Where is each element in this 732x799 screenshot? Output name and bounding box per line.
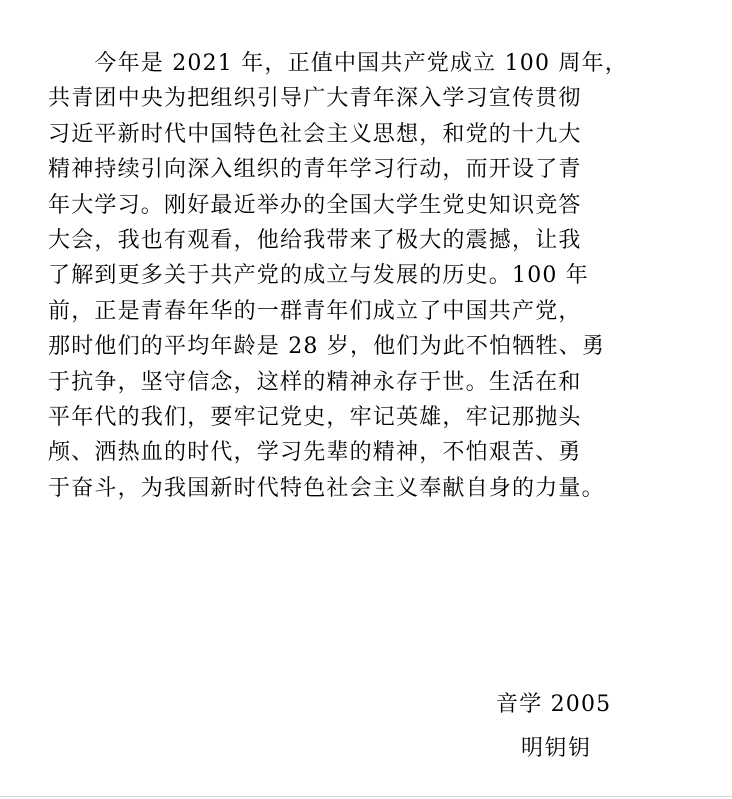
page-bottom-divider	[0, 796, 732, 797]
signature-name: 明钥钥	[521, 736, 592, 761]
essay-line: 今年是 2021 年，正值中国共产党成立 100 周年，	[48, 51, 628, 76]
essay-line: 于奋斗，为我国新时代特色社会主义奉献自身的力量。	[48, 475, 605, 501]
essay-line: 平年代的我们，要牢记党史，牢记英雄，牢记那抛头	[48, 404, 582, 430]
signature-class: 音学 2005	[496, 692, 612, 717]
essay-line: 大会，我也有观看，他给我带来了极大的震撼，让我	[48, 227, 582, 253]
essay-body	[48, 46, 688, 506]
essay-line: 那时他们的平均年龄是 28 岁，他们为此不怕牺牲、勇	[48, 334, 606, 360]
essay-line: 了解到更多关于共产党的成立与发展的历史。100 年	[48, 263, 589, 289]
essay-line: 共青团中央为把组织引导广大青年深入学习宣传贯彻	[48, 86, 582, 112]
essay-line: 精神持续引向深入组织的青年学习行动，而开设了青	[48, 157, 582, 183]
essay-line: 习近平新时代中国特色社会主义思想，和党的十九大	[48, 121, 582, 147]
essay-line: 前，正是青春年华的一群青年们成立了中国共产党，	[48, 298, 582, 324]
essay-line: 于抗争，坚守信念，这样的精神永存于世。生活在和	[48, 369, 582, 395]
essay-line: 颅、洒热血的时代，学习先辈的精神，不怕艰苦、勇	[48, 440, 582, 466]
essay-line: 年大学习。刚好最近举办的全国大学生党史知识竞答	[48, 192, 582, 218]
